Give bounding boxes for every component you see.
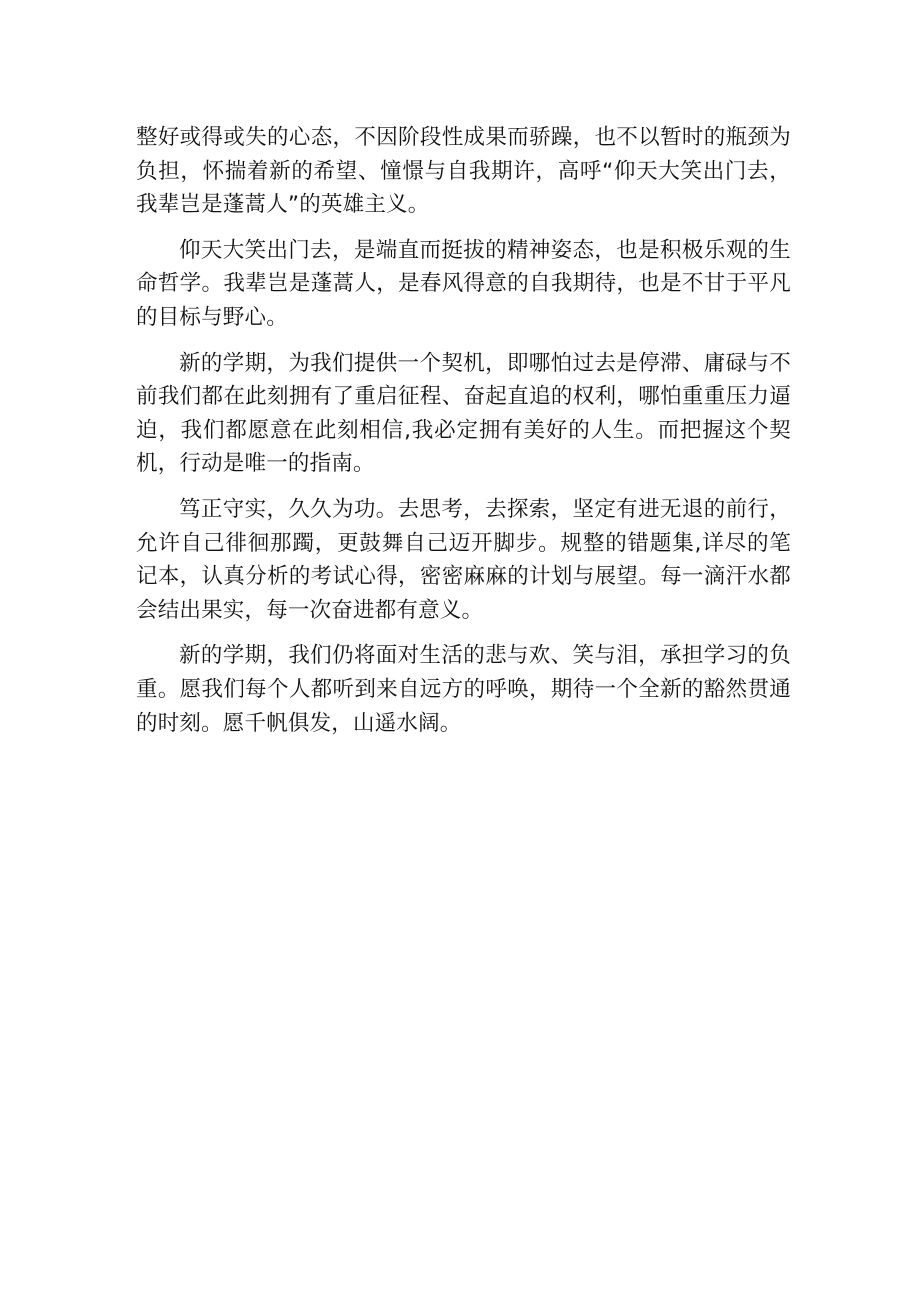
paragraph: 笃正守实，久久为功。去思考，去探索，坚定有进无退的前行，允许自己徘徊那躅，更鼓舞自己迈开脚步。规整的错题集,详尽的笔记本，认真分析的考试心得，密密麻麻的计划与展望。每一滴汗水都会结出果实，每一次奋进都有意义。 xyxy=(136,496,791,623)
paragraph: 新的学期，我们仍将面对生活的悲与欢、笑与泪，承担学习的负重。愿我们每个人都听到来自远方的呼唤，期待一个全新的豁然贯通的时刻。愿千帆俱发，山遥水阔。 xyxy=(136,643,791,736)
paragraph: 仰天大笑出门去，是端直而挺拔的精神姿态，也是积极乐观的生命哲学。我辈岂是蓬蒿人，是春风得意的自我期待，也是不甘于平凡的目标与野心。 xyxy=(136,237,791,330)
paragraph: 新的学期，为我们提供一个契机，即哪怕过去是停滞、庸碌与不前我们都在此刻拥有了重启征程、奋起直追的权利，哪怕重重压力逼迫，我们都愿意在此刻相信,我必定拥有美好的人生。而把握这个契机，行动是唯一的指南。 xyxy=(136,350,791,477)
document-body xyxy=(136,121,791,752)
paragraph-continuation: 整好或得或失的心态，不因阶段性成果而骄躁，也不以暂时的瓶颈为负担，怀揣着新的希望、憧憬与自我期许，高呼“仰天大笑出门去，我辈岂是蓬蒿人”的英雄主义。 xyxy=(136,125,791,218)
